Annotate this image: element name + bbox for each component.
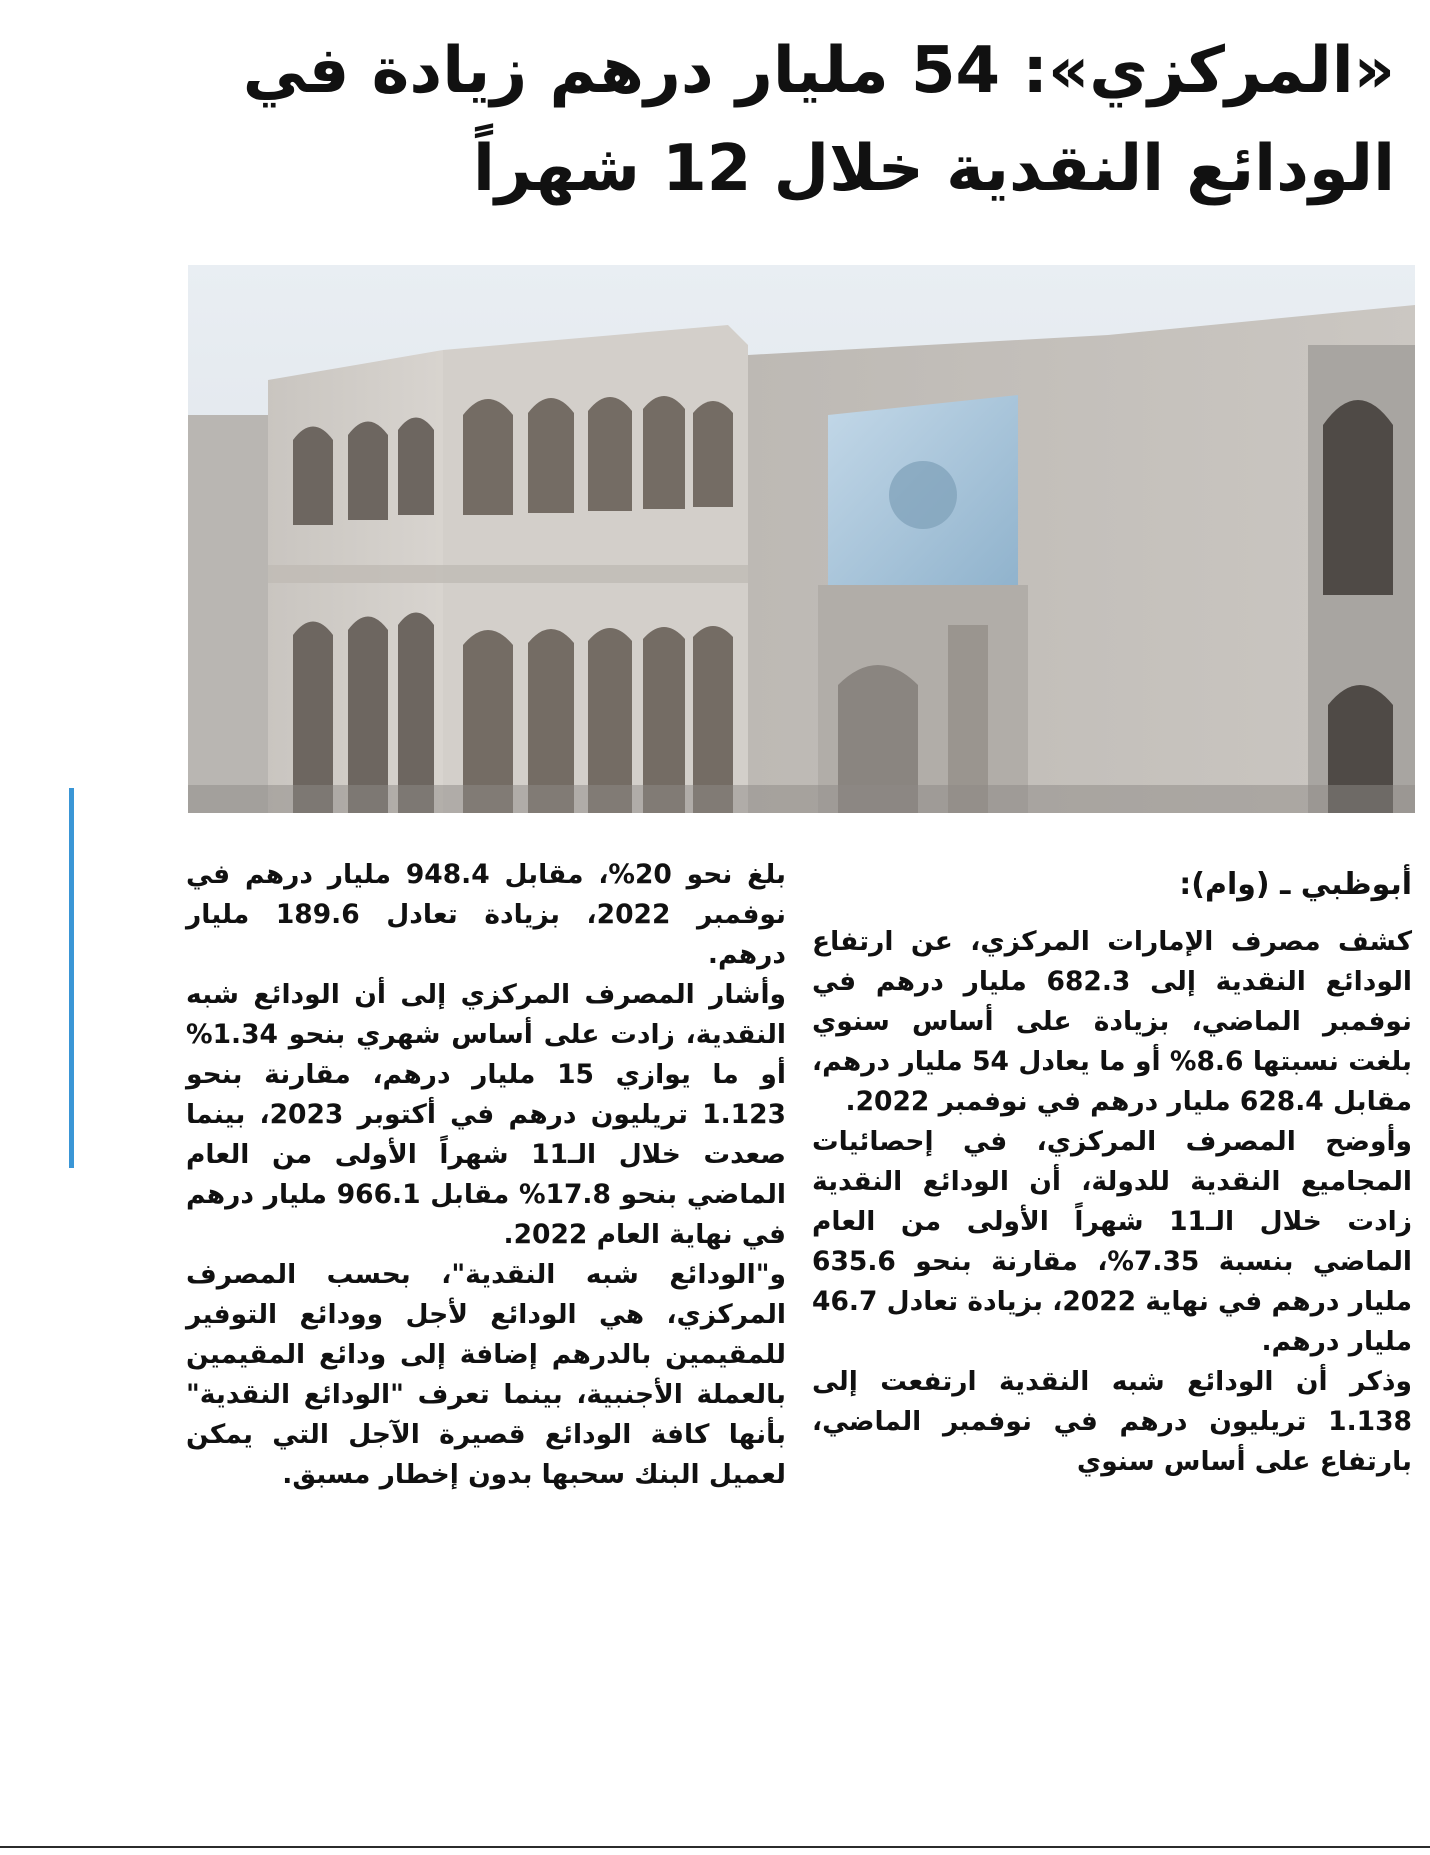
headline-line-2: الودائع النقدية خلال 12 شهراً	[473, 132, 1395, 206]
dateline: أبوظبي ـ (وام):	[1179, 867, 1412, 902]
paragraph: و"الودائع شبه النقدية"، بحسب المصرف المركزي، هي الودائع لأجل وودائع التوفير للمقيمين بالدرهم إضافة إلى ودائع المقيمين بالعملة الأجنبية، بينما تعرف "الودائع النقدية" بأنها كافة الودائع قصيرة الآجل التي يمكن لعميل البنك سحبها بدون إخطار مسبق.	[186, 1259, 786, 1490]
article-photo	[188, 265, 1415, 813]
paragraph: وذكر أن الودائع شبه النقدية ارتفعت إلى 1.138 تريليون درهم في نوفمبر الماضي، بارتفاع على أساس سنوي	[812, 1366, 1412, 1477]
headline-line-1: «المركزي»: 54 مليار درهم زيادة في	[242, 34, 1395, 108]
central-bank-building-image	[188, 265, 1415, 813]
article-column-right	[812, 862, 1412, 1482]
paragraph: وأوضح المصرف المركزي، في إحصائيات المجاميع النقدية للدولة، أن الودائع النقدية زادت خلال الـ11 شهراً الأولى من العام الماضي بنسبة 7.35%، مقارنة بنحو 635.6 مليار درهم في نهاية 2022، بزيادة تعادل 46.7 مليار درهم.	[812, 1126, 1413, 1357]
page-bottom-rule	[0, 1846, 1430, 1848]
article-column-left	[186, 855, 786, 1495]
paragraph: كشف مصرف الإمارات المركزي، عن ارتفاع الودائع النقدية إلى 682.3 مليار درهم في نوفمبر الماضي، بزيادة على أساس سنوي بلغت نسبتها 8.6% أو ما يعادل 54 مليار درهم، مقابل 628.4 مليار درهم في نوفمبر 2022.	[812, 926, 1412, 1117]
headline	[185, 22, 1395, 218]
paragraph: بلغ نحو 20%، مقابل 948.4 مليار درهم في نوفمبر 2022، بزيادة تعادل 189.6 مليار درهم.	[186, 859, 786, 970]
accent-line	[69, 788, 74, 1168]
paragraph: وأشار المصرف المركزي إلى أن الودائع شبه النقدية، زادت على أساس شهري بنحو 1.34% أو ما يوازي 15 مليار درهم، مقارنة بنحو 1.123 تريليون درهم في أكتوبر 2023، بينما صعدت خلال الـ11 شهراً الأولى من العام الماضي بنحو 17.8% مقابل 966.1 مليار درهم في نهاية العام 2022.	[186, 979, 786, 1250]
